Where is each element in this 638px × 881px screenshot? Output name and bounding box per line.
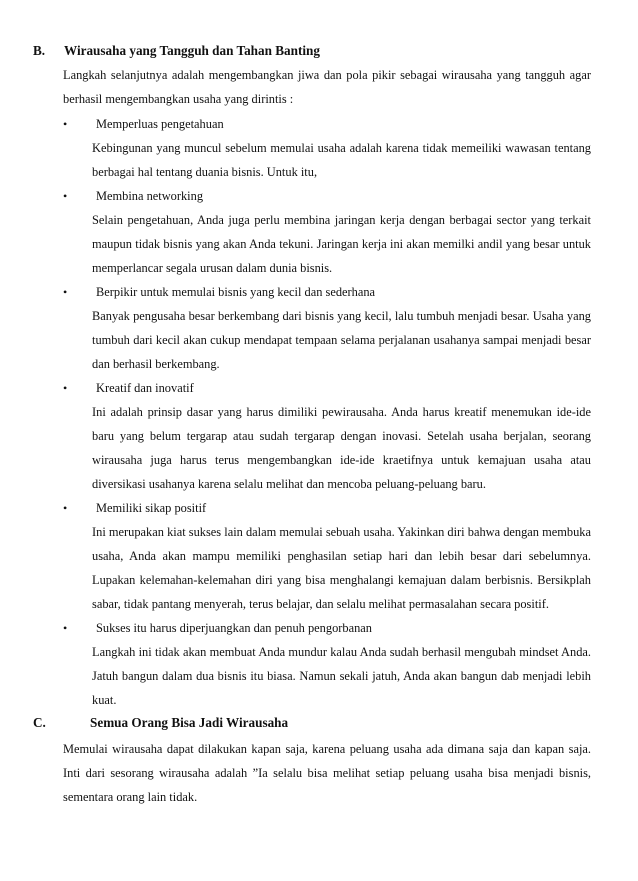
list-item-text: Ini merupakan kiat sukses lain dalam memulai sebuah usaha. Yakinkan diri bahwa dengan membuka usaha, Anda akan mampu memiliki penghasilan setiap hari dan lebih besar dari sebelumnya. Lupakan kelemahan-kelemahan diri yang bisa menghalangi kemajuan dalam berbisnis. Bersikplah sabar, tidak pantang menyerah, terus belajar, dan selalu melihat permasalahan secara positif.: [92, 525, 591, 611]
section-b-heading: [0, 40, 638, 62]
list-item-title: Memiliki sikap positif: [96, 501, 207, 515]
list-item-text: Kebingunan yang muncul sebelum memulai usaha adalah karena tidak memeiliki wawasan tentang berbagai hal tentang duania bisnis. Untuk itu,: [92, 141, 591, 179]
list-item-title: Memperluas pengetahuan: [96, 117, 224, 131]
list-item-text: Ini adalah prinsip dasar yang harus dimiliki pewirausaha. Anda harus kreatif menemukan ide-ide baru yang belum tergarap atau sudah tergarap dengan inovasi. Setelah usaha berjalan, seorang wirausaha juga harus terus mengembangkan ide-ide kraetifnya untuk kemajuan usaha atau diversikasi usahanya karena selalu melihat dan mencoba peluang-peluang baru.: [92, 405, 591, 491]
section-b-intro: Langkah selanjutnya adalah mengembangkan jiwa dan pola pikir sebagai wirausaha yang tangguh agar berhasil mengembangkan usaha yang dirintis :: [63, 68, 591, 106]
list-item: [0, 376, 638, 496]
bullet-icon: •: [63, 285, 68, 299]
bullet-icon: •: [63, 381, 68, 395]
section-b-list: [0, 112, 638, 712]
bullet-icon: •: [63, 117, 68, 131]
section-b-title: Wirausaha yang Tangguh dan Tahan Banting: [64, 43, 320, 58]
list-item-title: Membina networking: [96, 189, 204, 203]
section-c-text: Memulai wirausaha dapat dilakukan kapan saja, karena peluang usaha ada dimana saja dan kapan saja. Inti dari sesorang wirausaha adalah ”Ia selalu bisa melihat setiap peluang usaha bisa menjadi bisnis, sementara orang lain tidak.: [63, 742, 591, 804]
section-c-heading: [0, 712, 638, 734]
list-item-text: Selain pengetahuan, Anda juga perlu membina jaringan kerja dengan berbagai sector yang terkait maupun tidak bisnis yang akan Anda tekuni. Jaringan kerja ini akan memilki andil yang besar untuk memperlancar segala urusan dalam dunia bisnis.: [92, 213, 591, 275]
list-item-title: Kreatif dan inovatif: [96, 381, 194, 395]
list-item: [0, 616, 638, 712]
list-item: [0, 496, 638, 616]
section-c: [0, 712, 638, 809]
list-item: [0, 280, 638, 376]
list-item: [0, 184, 638, 280]
section-b: [0, 40, 638, 712]
bullet-icon: •: [63, 501, 68, 515]
section-c-title: Semua Orang Bisa Jadi Wirausaha: [90, 715, 289, 730]
section-b-letter: B.: [33, 43, 46, 58]
section-c-letter: C.: [33, 715, 46, 730]
list-item-title: Berpikir untuk memulai bisnis yang kecil dan sederhana: [96, 285, 376, 299]
list-item-text: Langkah ini tidak akan membuat Anda mundur kalau Anda sudah berhasil mengubah mindset Anda. Jatuh bangun dalam dua bisnis itu biasa. Namun sekali jatuh, Anda akan bangun dab menjadi lebih kuat.: [92, 645, 591, 707]
bullet-icon: •: [63, 621, 68, 635]
bullet-icon: •: [63, 189, 68, 203]
list-item-title: Sukses itu harus diperjuangkan dan penuh pengorbanan: [96, 621, 372, 635]
list-item: [0, 112, 638, 184]
list-item-text: Banyak pengusaha besar berkembang dari bisnis yang kecil, lalu tumbuh menjadi besar. Usaha yang tumbuh dari kecil akan cukup mendapat tempaan selama perjalanan usahanya sampai menjadi besar dan berhasil berkembang.: [92, 309, 591, 371]
